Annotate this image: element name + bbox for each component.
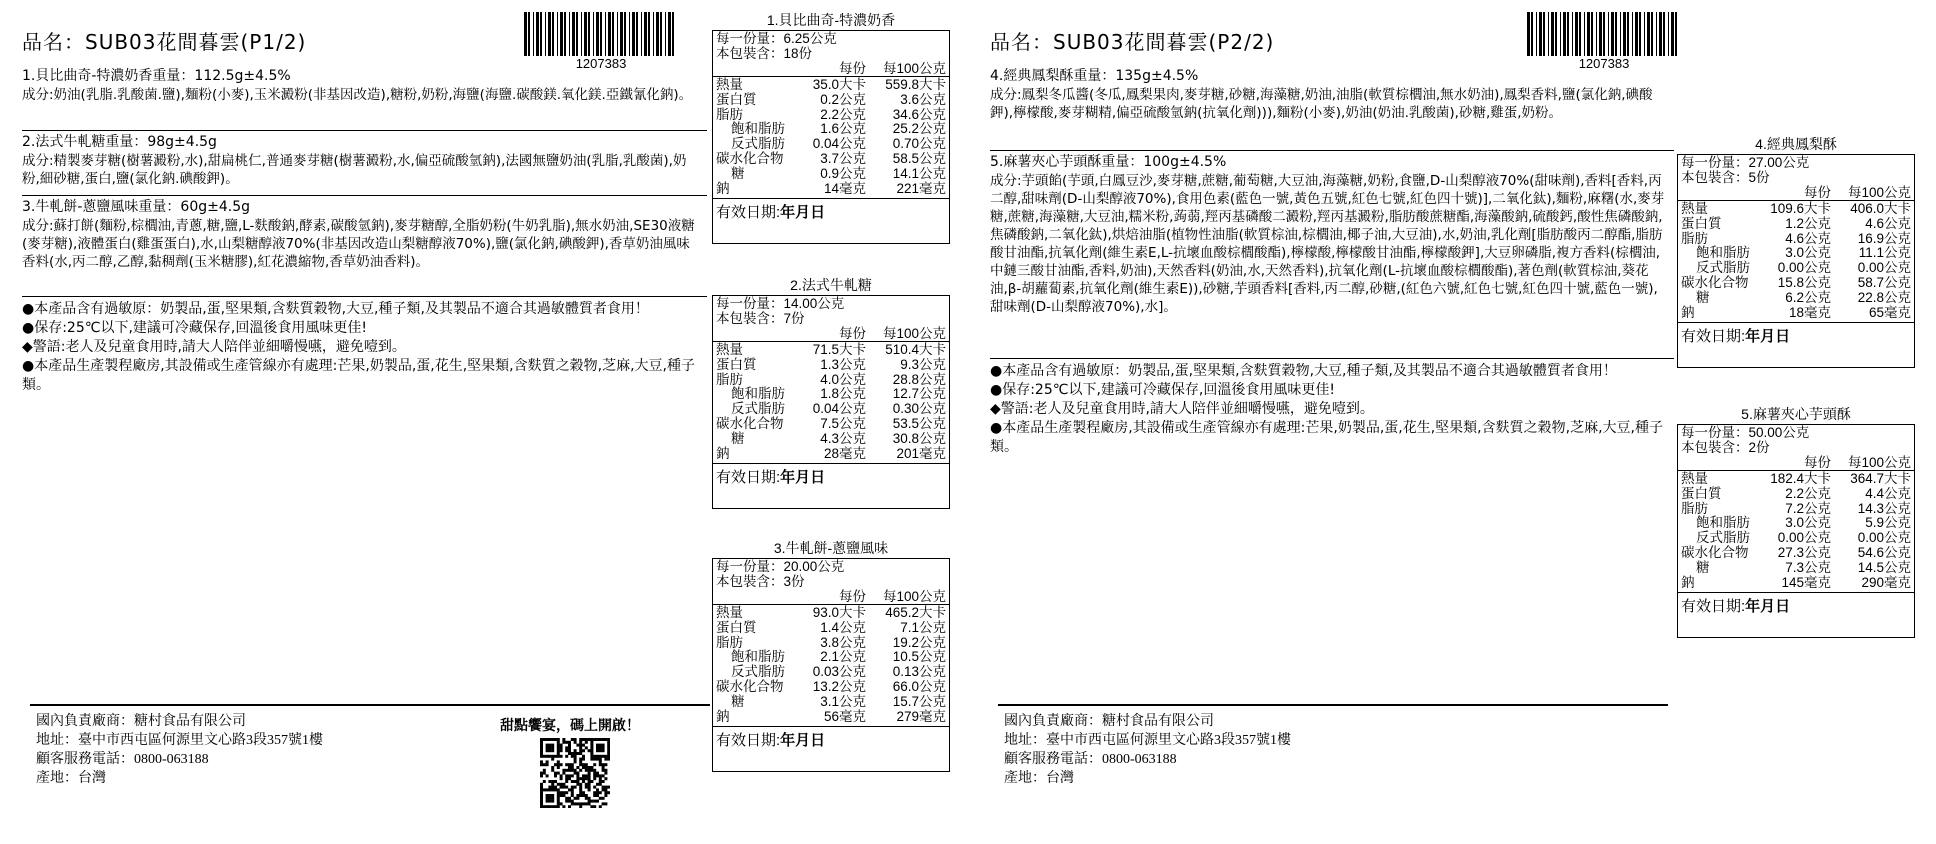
nutrient-name: 脂肪 <box>1681 230 1708 246</box>
per-serving-value: 15.8公克 <box>1777 274 1831 290</box>
nutrient-name: 熱量 <box>716 342 743 357</box>
per-serving-value: 3.1公克 <box>820 693 866 709</box>
left-barcode <box>524 12 678 71</box>
per-serving-value: 0.2公克 <box>820 91 866 107</box>
nutrient-row <box>713 78 949 93</box>
nutrition-box-4 <box>1677 134 1915 368</box>
nutrient-name: 熱量 <box>1681 201 1708 216</box>
per-serving-value: 3.0公克 <box>1785 515 1831 531</box>
nutrition-header: 每份 每100公克 <box>1678 455 1914 471</box>
nutrient-name: 蛋白質 <box>1681 485 1722 501</box>
nutrient-row <box>1678 576 1914 591</box>
per-serving-value: 35.0大卡 <box>812 77 866 92</box>
expiry-date: 有效日期:年月日 <box>1681 598 1791 616</box>
nutrient-row <box>713 402 949 417</box>
left-item-1 <box>22 67 702 104</box>
nutrient-name: 熱量 <box>1681 471 1708 486</box>
facility-note: ●本產品生產製程廠房,其設備或生產管線亦有處理:芒果,奶製品,蛋,花生,堅果類,含麩質之穀物,芝麻,大豆,種子類。 <box>990 420 1663 455</box>
serving-size: 每一份量：14.00公克 <box>716 296 845 311</box>
nutrient-row <box>1678 202 1914 217</box>
per-serving-value: 13.2公克 <box>812 678 866 694</box>
per-serving-value: 18毫克 <box>1788 304 1831 320</box>
item-name-weight: 4.經典鳳梨酥重量：135g±4.5% <box>990 68 1199 84</box>
nutrient-row <box>713 343 949 358</box>
per-100g-value: 30.8公克 <box>892 430 946 446</box>
right-footer <box>1004 712 1291 788</box>
nutrient-row <box>713 122 949 137</box>
nutrient-row <box>713 182 949 197</box>
nutrition-box-2 <box>712 275 950 509</box>
left-item-3 <box>22 198 702 271</box>
right-product-title: 品名：SUB03花間暮雲(P2/2) <box>990 30 1275 54</box>
nutrient-row <box>713 621 949 636</box>
address: 地址：臺中市西屯區何源里文心路3段357號1樓 <box>36 733 323 748</box>
nutrition-box-5 <box>1677 404 1915 638</box>
servings-per-pack: 本包裝含：2份 <box>1681 440 1770 455</box>
per-serving-value: 0.04公克 <box>812 136 866 152</box>
left-footer <box>36 712 323 788</box>
barcode-graphic <box>524 12 678 56</box>
nutrient-name: 鈉 <box>716 445 730 461</box>
nutrient-name: 糖 <box>731 430 745 446</box>
nutrient-row <box>1678 306 1914 321</box>
nutrition-box-1 <box>712 10 950 244</box>
per-serving-value: 4.6公克 <box>1785 230 1831 246</box>
nutrient-row <box>713 606 949 621</box>
nutrition-rows <box>1678 471 1914 593</box>
nutrient-row <box>1678 217 1914 232</box>
nutrient-name: 糖 <box>731 165 745 181</box>
per-100g-value: 0.13公克 <box>892 664 946 680</box>
nutrient-row <box>713 650 949 665</box>
nutrition-caption: 3.牛軋餅-蔥鹽風味 <box>773 540 889 556</box>
per-100g-value: 19.2公克 <box>892 634 946 650</box>
per-100g-value: 15.7公克 <box>892 693 946 709</box>
per-100g-value: 14.3公克 <box>1857 500 1911 516</box>
per-100g-value: 53.5公克 <box>892 415 946 431</box>
nutrition-caption: 5.麻薯夾心芋頭酥 <box>1741 406 1851 422</box>
nutrient-row <box>1678 276 1914 291</box>
nutrient-name: 反式脂肪 <box>1696 260 1750 276</box>
per-100g-value: 14.1公克 <box>892 165 946 181</box>
nutrient-row <box>713 665 949 680</box>
allergen-note: ●本產品含有過敏原：奶製品,蛋,堅果類,含麩質穀物,大豆,種子類,及其製品不適合其過敏體質者食用！ <box>22 301 649 317</box>
nutrition-rows <box>1678 201 1914 323</box>
nutrient-name: 飽和脂肪 <box>731 649 785 665</box>
per-serving-value: 56毫克 <box>823 708 866 724</box>
item-ingredients: 成分:精製麥芽糖(樹薯澱粉,水),甜扁桃仁,普通麥芽糖(樹薯澱粉,水,偏亞硫酸氫鈉),法國無鹽奶油(乳脂,乳酸菌),奶粉,細砂糖,蛋白,鹽(氯化鈉.碘酸鉀)。 <box>22 153 687 187</box>
nutrient-name: 飽和脂肪 <box>731 121 785 137</box>
per-100g-value: 201毫克 <box>896 445 946 461</box>
item-ingredients: 成分:芋頭餡(芋頭,白鳳豆沙,麥芽糖,蔗糖,葡萄糖,大豆油,海藻糖,奶粉,食鹽,D-山梨醇液70%(甜味劑),香料[香料,丙二醇,甜味劑(D-山梨醇液70%),食用色素(藍色一號,黃色五號,紅色七號,紅色四十號)],二氧化鈦),麵粉,麻糬(水,麥芽糖,蔗糖,海藻糖,大豆油,糯米粉,蒟蒻,羥丙基磷酸二澱粉,羥丙基澱粉,脂肪酸蔗糖酯,海藻酸鈉,硫酸鈣,酸性焦磷酸鈉,焦磷酸鈉,二氧化鈦),烘焙油脂(植物性油脂(軟質棕油,棕櫚油,椰子油,大豆油),水,奶油,乳化劑[脂肪酸丙二醇酯,脂肪酸甘油酯,抗氧化劑(維生素E,L-抗壞血酸棕櫚酸酯),檸檬酸,檸檬酸甘油酯,檸檬酸鉀],大豆卵磷脂,複方香料(棕櫚油,中鏈三酸甘油酯,香料,奶油),天然香料(奶油,水,天然香料),抗氧化劑(L-抗壞血酸棕櫚酸酯),著色劑(軟質棕油,葵花油,β-胡蘿蔔素,抗氧化劑(維生素E)),砂糖,芋頭香料[香料,丙二醇,砂糖,(紅色六號,紅色七號,紅色四十號,藍色一號),甜味劑(D-山梨醇液70%),水]。 <box>990 173 1665 315</box>
per-100g-value: 34.6公克 <box>892 106 946 122</box>
nutrient-row <box>713 152 949 167</box>
nutrient-row <box>713 680 949 695</box>
per-100g-value: 9.3公克 <box>900 356 946 372</box>
serving-size: 每一份量：27.00公克 <box>1681 155 1810 170</box>
nutrition-header: 每份 每100公克 <box>713 589 949 605</box>
nutrient-name: 飽和脂肪 <box>1696 515 1750 531</box>
serving-size: 每一份量：20.00公克 <box>716 559 845 574</box>
nutrition-caption: 2.法式牛軋糖 <box>790 277 872 293</box>
per-serving-value: 182.4大卡 <box>1770 471 1831 486</box>
storage-note: ●保存:25℃以下,建議可冷藏保存,回溫後食用風味更佳! <box>990 382 1335 398</box>
nutrient-name: 碳水化合物 <box>1681 544 1749 560</box>
per-serving-value: 0.9公克 <box>820 165 866 181</box>
servings-per-pack: 本包裝含：7份 <box>716 311 805 326</box>
per-serving-value: 7.5公克 <box>820 415 866 431</box>
origin: 產地：台灣 <box>1004 771 1074 786</box>
per-serving-value: 93.0大卡 <box>812 605 866 620</box>
nutrient-name: 鈉 <box>716 708 730 724</box>
nutrient-row <box>713 432 949 447</box>
left-product-title: 品名：SUB03花間暮雲(P1/2) <box>22 30 307 54</box>
per-serving-value: 0.00公克 <box>1777 530 1831 546</box>
per-100g-value: 14.5公克 <box>1857 559 1911 575</box>
per-100g-value: 10.5公克 <box>892 649 946 665</box>
nutrient-name: 鈉 <box>1681 574 1695 590</box>
per-100g-value: 221毫克 <box>896 180 946 196</box>
nutrient-row <box>713 417 949 432</box>
nutrient-row <box>1678 516 1914 531</box>
per-100g-value: 406.0大卡 <box>1850 201 1911 216</box>
barcode-graphic <box>1527 12 1681 56</box>
per-100g-value: 559.8大卡 <box>885 77 946 92</box>
nutrition-rows <box>713 605 949 727</box>
item-name-weight: 3.牛軋餅-蔥鹽風味重量：60g±4.5g <box>22 199 250 215</box>
per-100g-value: 290毫克 <box>1861 574 1911 590</box>
nutrition-caption: 1.貝比曲奇-特濃奶香 <box>766 12 896 28</box>
right-notes <box>990 362 1670 457</box>
per-serving-value: 3.8公克 <box>820 634 866 650</box>
nutrient-name: 糖 <box>731 693 745 709</box>
nutrient-row <box>1678 546 1914 561</box>
per-serving-value: 28毫克 <box>823 445 866 461</box>
expiry-date: 有效日期:年月日 <box>716 469 826 487</box>
nutrient-row <box>1678 487 1914 502</box>
nutrient-row <box>713 695 949 710</box>
per-serving-value: 71.5大卡 <box>812 342 866 357</box>
per-100g-value: 58.7公克 <box>1857 274 1911 290</box>
warning-note: ◆警語:老人及兒童食用時,請大人陪伴並細嚼慢嚥，避免噎到。 <box>22 339 406 355</box>
nutrient-row <box>713 387 949 402</box>
service-phone: 顧客服務電話：0800-063188 <box>1004 752 1177 767</box>
expiry-date: 有效日期:年月日 <box>716 204 826 222</box>
left-item-2 <box>22 133 702 188</box>
per-100g-value: 16.9公克 <box>1857 230 1911 246</box>
nutrient-name: 糖 <box>1696 289 1710 305</box>
per-serving-value: 2.2公克 <box>820 106 866 122</box>
nutrient-row <box>1678 261 1914 276</box>
right-item-4 <box>990 67 1670 122</box>
nutrient-row <box>713 447 949 462</box>
per-serving-value: 1.8公克 <box>820 386 866 402</box>
per-serving-value: 1.2公克 <box>1785 215 1831 231</box>
item-name-weight: 1.貝比曲奇-特濃奶香重量：112.5g±4.5% <box>22 68 291 84</box>
slogan: 甜點饗宴，碼上開啟！ <box>500 718 640 734</box>
per-100g-value: 4.6公克 <box>1865 215 1911 231</box>
nutrient-name: 脂肪 <box>716 371 743 387</box>
per-100g-value: 510.4大卡 <box>885 342 946 357</box>
nutrient-name: 碳水化合物 <box>716 415 784 431</box>
item-ingredients: 成分:蘇打餅(麵粉,棕櫚油,青蔥,糖,鹽,L-麩酸鈉,酵素,碳酸氫鈉),麥芽糖醇,全脂奶粉(牛奶乳脂),無水奶油,SE30液糖(麥芽糖),液體蛋白(雞蛋蛋白),水,山梨糖醇液70%(非基因改造山梨糖醇液70%),鹽(氯化鈉,碘酸鉀),香草奶油風味香料(水,丙二醇,乙醇,黏稠劑(玉米糖膠),紅花濃縮物,香草奶油香料)。 <box>22 218 695 270</box>
nutrient-row <box>1678 472 1914 487</box>
per-100g-value: 22.8公克 <box>1857 289 1911 305</box>
nutrition-header: 每份 每100公克 <box>713 326 949 342</box>
per-100g-value: 11.1公克 <box>1858 245 1911 261</box>
per-serving-value: 7.2公克 <box>1785 500 1831 516</box>
nutrition-box-3 <box>712 538 950 772</box>
per-100g-value: 12.7公克 <box>892 386 946 402</box>
per-serving-value: 3.0公克 <box>1785 245 1831 261</box>
servings-per-pack: 本包裝含：5份 <box>1681 170 1770 185</box>
nutrient-name: 飽和脂肪 <box>731 386 785 402</box>
per-serving-value: 1.4公克 <box>820 619 866 635</box>
per-serving-value: 3.7公克 <box>820 150 866 166</box>
nutrient-row <box>713 93 949 108</box>
nutrient-name: 脂肪 <box>716 634 743 650</box>
nutrient-name: 飽和脂肪 <box>1696 245 1750 261</box>
per-100g-value: 65毫克 <box>1868 304 1911 320</box>
nutrient-row <box>1678 291 1914 306</box>
nutrient-name: 熱量 <box>716 77 743 92</box>
per-100g-value: 5.9公克 <box>1865 515 1911 531</box>
nutrient-row <box>713 137 949 152</box>
nutrient-name: 蛋白質 <box>716 91 757 107</box>
qr-code-icon[interactable] <box>540 738 610 808</box>
per-100g-value: 465.2大卡 <box>885 605 946 620</box>
nutrient-name: 熱量 <box>716 605 743 620</box>
per-serving-value: 0.00公克 <box>1777 260 1831 276</box>
per-100g-value: 3.6公克 <box>900 91 946 107</box>
address: 地址：臺中市西屯區何源里文心路3段357號1樓 <box>1004 733 1291 748</box>
per-100g-value: 25.2公克 <box>892 121 946 137</box>
per-100g-value: 7.1公克 <box>900 619 946 635</box>
serving-size: 每一份量：50.00公克 <box>1681 425 1810 440</box>
manufacturer: 國內負責廠商：糖村食品有限公司 <box>36 714 246 729</box>
barcode-number: 1207383 <box>1578 56 1630 71</box>
nutrient-name: 鈉 <box>716 180 730 196</box>
nutrient-name: 脂肪 <box>1681 500 1708 516</box>
per-100g-value: 54.6公克 <box>1857 544 1911 560</box>
per-100g-value: 66.0公克 <box>892 678 946 694</box>
per-serving-value: 0.03公克 <box>812 664 866 680</box>
expiry-date: 有效日期:年月日 <box>1681 328 1791 346</box>
service-phone: 顧客服務電話：0800-063188 <box>36 752 209 767</box>
left-notes <box>22 300 702 395</box>
right-item-5 <box>990 153 1670 316</box>
nutrient-name: 蛋白質 <box>716 356 757 372</box>
serving-size: 每一份量：6.25公克 <box>716 31 837 46</box>
nutrient-name: 蛋白質 <box>1681 215 1722 231</box>
per-serving-value: 6.2公克 <box>1785 289 1831 305</box>
per-serving-value: 2.2公克 <box>1785 485 1831 501</box>
per-serving-value: 27.3公克 <box>1777 544 1831 560</box>
per-100g-value: 28.8公克 <box>892 371 946 387</box>
nutrient-name: 糖 <box>1696 559 1710 575</box>
per-100g-value: 0.00公克 <box>1857 260 1911 276</box>
origin: 產地：台灣 <box>36 771 106 786</box>
per-serving-value: 0.04公克 <box>812 401 866 417</box>
nutrient-name: 反式脂肪 <box>731 136 785 152</box>
item-ingredients: 成分:奶油(乳脂.乳酸菌.鹽),麵粉(小麥),玉米澱粉(非基因改造),糖粉,奶粉,海鹽(海鹽.碳酸鎂.氧化鎂.亞鐵氰化鈉)。 <box>22 87 693 103</box>
allergen-note: ●本產品含有過敏原：奶製品,蛋,堅果類,含麩質穀物,大豆,種子類,及其製品不適合其過敏體質者食用！ <box>990 363 1617 379</box>
storage-note: ●保存:25℃以下,建議可冷藏保存,回溫後食用風味更佳! <box>22 320 367 336</box>
per-serving-value: 2.1公克 <box>820 649 866 665</box>
nutrient-name: 碳水化合物 <box>716 150 784 166</box>
nutrition-caption: 4.經典鳳梨酥 <box>1755 136 1837 152</box>
warning-note: ◆警語:老人及兒童食用時,請大人陪伴並細嚼慢嚥，避免噎到。 <box>990 401 1374 417</box>
nutrient-name: 蛋白質 <box>716 619 757 635</box>
nutrition-header: 每份 每100公克 <box>1678 185 1914 201</box>
per-serving-value: 7.3公克 <box>1785 559 1831 575</box>
per-serving-value: 1.3公克 <box>820 356 866 372</box>
servings-per-pack: 本包裝含：3份 <box>716 574 805 589</box>
nutrition-rows <box>713 77 949 199</box>
servings-per-pack: 本包裝含：18份 <box>716 46 813 61</box>
per-serving-value: 4.0公克 <box>820 371 866 387</box>
nutrition-header: 每份 每100公克 <box>713 61 949 77</box>
per-100g-value: 58.5公克 <box>892 150 946 166</box>
nutrient-row <box>1678 246 1914 261</box>
item-name-weight: 5.麻薯夾心芋頭酥重量：100g±4.5% <box>990 154 1227 170</box>
nutrient-name: 反式脂肪 <box>731 664 785 680</box>
nutrient-row <box>713 167 949 182</box>
per-serving-value: 109.6大卡 <box>1770 201 1831 216</box>
per-serving-value: 145毫克 <box>1781 574 1831 590</box>
nutrient-row <box>1678 561 1914 576</box>
barcode-number: 1207383 <box>575 56 627 71</box>
per-100g-value: 364.7大卡 <box>1850 471 1911 486</box>
nutrient-name: 碳水化合物 <box>716 678 784 694</box>
per-100g-value: 279毫克 <box>896 708 946 724</box>
nutrient-row <box>713 358 949 373</box>
nutrient-row <box>1678 531 1914 546</box>
per-serving-value: 14毫克 <box>823 180 866 196</box>
per-serving-value: 4.3公克 <box>820 430 866 446</box>
nutrient-name: 碳水化合物 <box>1681 274 1749 290</box>
per-100g-value: 0.00公克 <box>1857 530 1911 546</box>
per-100g-value: 4.4公克 <box>1865 485 1911 501</box>
expiry-date: 有效日期:年月日 <box>716 732 826 750</box>
right-barcode <box>1527 12 1681 71</box>
per-100g-value: 0.70公克 <box>892 136 946 152</box>
nutrient-name: 反式脂肪 <box>731 401 785 417</box>
nutrient-row <box>713 710 949 725</box>
per-100g-value: 0.30公克 <box>892 401 946 417</box>
nutrient-name: 鈉 <box>1681 304 1695 320</box>
item-name-weight: 2.法式牛軋糖重量：98g±4.5g <box>22 134 217 150</box>
manufacturer: 國內負責廠商：糖村食品有限公司 <box>1004 714 1214 729</box>
item-ingredients: 成分:鳳梨冬瓜醬(冬瓜,鳳梨果肉,麥芽糖,砂糖,海藻糖,奶油,油脂(軟質棕櫚油,無水奶油),鳳梨香料,鹽(氯化鈉,碘酸鉀),檸檬酸,麥芽糊精,偏亞硫酸氫鈉(抗氧化劑))),麵粉(小麥),奶油(奶油.乳酸菌),砂糖,雞蛋,奶粉。 <box>990 87 1653 121</box>
nutrient-name: 反式脂肪 <box>1696 530 1750 546</box>
per-serving-value: 1.6公克 <box>820 121 866 137</box>
facility-note: ●本產品生產製程廠房,其設備或生產管線亦有處理:芒果,奶製品,蛋,花生,堅果類,含麩質之穀物,芝麻,大豆,種子類。 <box>22 358 695 393</box>
nutrition-rows <box>713 342 949 464</box>
nutrient-name: 脂肪 <box>716 106 743 122</box>
